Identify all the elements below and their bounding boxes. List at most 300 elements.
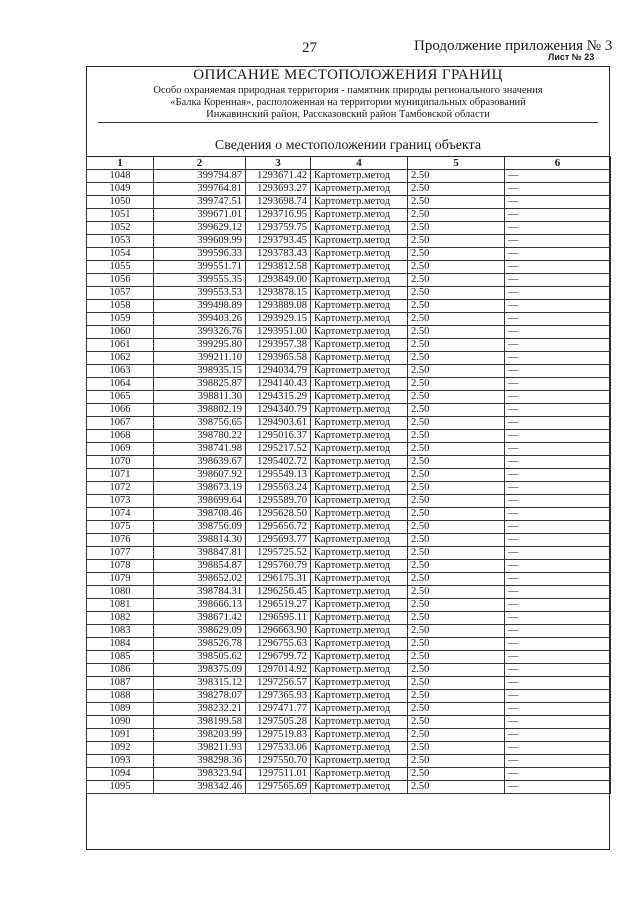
- table-row: [87, 781, 611, 794]
- point-number-cell: 1072: [87, 482, 154, 495]
- x-coordinate-cell: 398708.46: [154, 508, 246, 521]
- point-number-cell: 1090: [87, 716, 154, 729]
- description-cell: —: [505, 599, 611, 612]
- document-title: ОПИСАНИЕ МЕСТОПОЛОЖЕНИЯ ГРАНИЦ: [193, 67, 503, 83]
- x-coordinate-cell: 399747.51: [154, 196, 246, 209]
- description-cell: —: [505, 339, 611, 352]
- method-cell: Картометр.метод: [311, 365, 408, 378]
- y-coordinate-cell: 1296595.11: [246, 612, 311, 625]
- x-coordinate-cell: 399764.81: [154, 183, 246, 196]
- table-row: [87, 300, 611, 313]
- point-number-cell: 1087: [87, 677, 154, 690]
- x-coordinate-cell: 399403.26: [154, 313, 246, 326]
- accuracy-cell: 2.50: [408, 404, 505, 417]
- description-cell: —: [505, 768, 611, 781]
- accuracy-cell: 2.50: [408, 573, 505, 586]
- y-coordinate-cell: 1295760.79: [246, 560, 311, 573]
- table-row: [87, 755, 611, 768]
- point-number-cell: 1061: [87, 339, 154, 352]
- accuracy-cell: 2.50: [408, 170, 505, 183]
- table-row: [87, 339, 611, 352]
- method-cell: Картометр.метод: [311, 287, 408, 300]
- method-cell: Картометр.метод: [311, 235, 408, 248]
- method-cell: Картометр.метод: [311, 703, 408, 716]
- y-coordinate-cell: 1296519.27: [246, 599, 311, 612]
- method-cell: Картометр.метод: [311, 534, 408, 547]
- table-row: [87, 469, 611, 482]
- y-coordinate-cell: 1297511.01: [246, 768, 311, 781]
- accuracy-cell: 2.50: [408, 690, 505, 703]
- point-number-cell: 1095: [87, 781, 154, 794]
- table-header-row: [87, 157, 611, 170]
- accuracy-cell: 2.50: [408, 183, 505, 196]
- column-header: 4: [311, 157, 408, 170]
- point-number-cell: 1066: [87, 404, 154, 417]
- method-cell: Картометр.метод: [311, 638, 408, 651]
- y-coordinate-cell: 1293693.27: [246, 183, 311, 196]
- point-number-cell: 1053: [87, 235, 154, 248]
- table-row: [87, 547, 611, 560]
- point-number-cell: 1058: [87, 300, 154, 313]
- method-cell: Картометр.метод: [311, 677, 408, 690]
- method-cell: Картометр.метод: [311, 222, 408, 235]
- accuracy-cell: 2.50: [408, 222, 505, 235]
- y-coordinate-cell: 1295725.52: [246, 547, 311, 560]
- description-cell: —: [505, 443, 611, 456]
- accuracy-cell: 2.50: [408, 352, 505, 365]
- sheet-number: Лист № 23: [548, 52, 595, 62]
- point-number-cell: 1051: [87, 209, 154, 222]
- method-cell: Картометр.метод: [311, 755, 408, 768]
- table-row: [87, 326, 611, 339]
- description-cell: —: [505, 248, 611, 261]
- accuracy-cell: 2.50: [408, 287, 505, 300]
- table-row: [87, 508, 611, 521]
- accuracy-cell: 2.50: [408, 677, 505, 690]
- table-row: [87, 651, 611, 664]
- description-cell: —: [505, 638, 611, 651]
- y-coordinate-cell: 1296256.45: [246, 586, 311, 599]
- method-cell: Картометр.метод: [311, 443, 408, 456]
- x-coordinate-cell: 399794.87: [154, 170, 246, 183]
- method-cell: Картометр.метод: [311, 729, 408, 742]
- method-cell: Картометр.метод: [311, 508, 408, 521]
- accuracy-cell: 2.50: [408, 716, 505, 729]
- y-coordinate-cell: 1296799.72: [246, 651, 311, 664]
- method-cell: Картометр.метод: [311, 664, 408, 677]
- x-coordinate-cell: 398342.46: [154, 781, 246, 794]
- description-cell: —: [505, 729, 611, 742]
- x-coordinate-cell: 398699.64: [154, 495, 246, 508]
- x-coordinate-cell: 399326.76: [154, 326, 246, 339]
- accuracy-cell: 2.50: [408, 391, 505, 404]
- accuracy-cell: 2.50: [408, 378, 505, 391]
- y-coordinate-cell: 1293929.15: [246, 313, 311, 326]
- description-cell: —: [505, 183, 611, 196]
- y-coordinate-cell: 1297365.93: [246, 690, 311, 703]
- point-number-cell: 1092: [87, 742, 154, 755]
- x-coordinate-cell: 398639.67: [154, 456, 246, 469]
- point-number-cell: 1062: [87, 352, 154, 365]
- method-cell: Картометр.метод: [311, 625, 408, 638]
- y-coordinate-cell: 1295016.37: [246, 430, 311, 443]
- x-coordinate-cell: 398811.30: [154, 391, 246, 404]
- description-cell: —: [505, 755, 611, 768]
- method-cell: Картометр.метод: [311, 313, 408, 326]
- method-cell: Картометр.метод: [311, 352, 408, 365]
- column-header: 2: [154, 157, 246, 170]
- x-coordinate-cell: 398671.42: [154, 612, 246, 625]
- table-row: [87, 391, 611, 404]
- x-coordinate-cell: 398784.31: [154, 586, 246, 599]
- y-coordinate-cell: 1295628.50: [246, 508, 311, 521]
- description-cell: —: [505, 469, 611, 482]
- method-cell: Картометр.метод: [311, 742, 408, 755]
- description-cell: —: [505, 677, 611, 690]
- method-cell: Картометр.метод: [311, 768, 408, 781]
- table-row: [87, 586, 611, 599]
- description-cell: —: [505, 625, 611, 638]
- y-coordinate-cell: 1297256.57: [246, 677, 311, 690]
- table-row: [87, 443, 611, 456]
- accuracy-cell: 2.50: [408, 560, 505, 573]
- description-cell: —: [505, 547, 611, 560]
- y-coordinate-cell: 1293793.45: [246, 235, 311, 248]
- table-row: [87, 417, 611, 430]
- y-coordinate-cell: 1293671.42: [246, 170, 311, 183]
- table-row: [87, 534, 611, 547]
- accuracy-cell: 2.50: [408, 755, 505, 768]
- x-coordinate-cell: 398780.22: [154, 430, 246, 443]
- point-number-cell: 1077: [87, 547, 154, 560]
- table-row: [87, 365, 611, 378]
- accuracy-cell: 2.50: [408, 235, 505, 248]
- x-coordinate-cell: 398756.65: [154, 417, 246, 430]
- table-row: [87, 430, 611, 443]
- x-coordinate-cell: 398505.62: [154, 651, 246, 664]
- y-coordinate-cell: 1295656.72: [246, 521, 311, 534]
- method-cell: Картометр.метод: [311, 430, 408, 443]
- description-cell: —: [505, 703, 611, 716]
- x-coordinate-cell: 398802.19: [154, 404, 246, 417]
- x-coordinate-cell: 398315.12: [154, 677, 246, 690]
- description-cell: —: [505, 586, 611, 599]
- method-cell: Картометр.метод: [311, 573, 408, 586]
- table-row: [87, 638, 611, 651]
- x-coordinate-cell: 399629.12: [154, 222, 246, 235]
- x-coordinate-cell: 399553.53: [154, 287, 246, 300]
- x-coordinate-cell: 398199.58: [154, 716, 246, 729]
- accuracy-cell: 2.50: [408, 339, 505, 352]
- method-cell: Картометр.метод: [311, 196, 408, 209]
- accuracy-cell: 2.50: [408, 365, 505, 378]
- x-coordinate-cell: 398854.87: [154, 560, 246, 573]
- column-header: 5: [408, 157, 505, 170]
- table-row: [87, 729, 611, 742]
- y-coordinate-cell: 1295693.77: [246, 534, 311, 547]
- accuracy-cell: 2.50: [408, 664, 505, 677]
- table-row: [87, 612, 611, 625]
- table-row: [87, 482, 611, 495]
- point-number-cell: 1080: [87, 586, 154, 599]
- y-coordinate-cell: 1297519.83: [246, 729, 311, 742]
- point-number-cell: 1063: [87, 365, 154, 378]
- method-cell: Картометр.метод: [311, 274, 408, 287]
- description-cell: —: [505, 651, 611, 664]
- y-coordinate-cell: 1295402.72: [246, 456, 311, 469]
- description-cell: —: [505, 482, 611, 495]
- method-cell: Картометр.метод: [311, 300, 408, 313]
- y-coordinate-cell: 1293889.08: [246, 300, 311, 313]
- subtitle-line-3: Инжавинский район, Рассказовский район Тамбовской области: [206, 109, 490, 120]
- section-title: Сведения о местоположении границ объекта: [214, 138, 482, 153]
- point-number-cell: 1083: [87, 625, 154, 638]
- method-cell: Картометр.метод: [311, 599, 408, 612]
- point-number-cell: 1074: [87, 508, 154, 521]
- accuracy-cell: 2.50: [408, 612, 505, 625]
- point-number-cell: 1057: [87, 287, 154, 300]
- y-coordinate-cell: 1295589.70: [246, 495, 311, 508]
- description-cell: —: [505, 508, 611, 521]
- x-coordinate-cell: 398323.94: [154, 768, 246, 781]
- x-coordinate-cell: 398756.09: [154, 521, 246, 534]
- method-cell: Картометр.метод: [311, 469, 408, 482]
- accuracy-cell: 2.50: [408, 534, 505, 547]
- method-cell: Картометр.метод: [311, 495, 408, 508]
- point-number-cell: 1073: [87, 495, 154, 508]
- point-number-cell: 1093: [87, 755, 154, 768]
- x-coordinate-cell: 398607.92: [154, 469, 246, 482]
- y-coordinate-cell: 1297533.06: [246, 742, 311, 755]
- x-coordinate-cell: 398825.87: [154, 378, 246, 391]
- method-cell: Картометр.метод: [311, 612, 408, 625]
- subtitle-underline: [98, 122, 598, 123]
- y-coordinate-cell: 1297014.92: [246, 664, 311, 677]
- accuracy-cell: 2.50: [408, 261, 505, 274]
- point-number-cell: 1076: [87, 534, 154, 547]
- table-row: [87, 703, 611, 716]
- method-cell: Картометр.метод: [311, 248, 408, 261]
- table-row: [87, 209, 611, 222]
- point-number-cell: 1079: [87, 573, 154, 586]
- method-cell: Картометр.метод: [311, 690, 408, 703]
- point-number-cell: 1060: [87, 326, 154, 339]
- table-row: [87, 352, 611, 365]
- description-cell: —: [505, 456, 611, 469]
- x-coordinate-cell: 398232.21: [154, 703, 246, 716]
- point-number-cell: 1091: [87, 729, 154, 742]
- description-cell: —: [505, 391, 611, 404]
- y-coordinate-cell: 1293849.00: [246, 274, 311, 287]
- point-number-cell: 1065: [87, 391, 154, 404]
- point-number-cell: 1094: [87, 768, 154, 781]
- table-row: [87, 222, 611, 235]
- point-number-cell: 1089: [87, 703, 154, 716]
- x-coordinate-cell: 399671.01: [154, 209, 246, 222]
- accuracy-cell: 2.50: [408, 547, 505, 560]
- point-number-cell: 1070: [87, 456, 154, 469]
- description-cell: —: [505, 326, 611, 339]
- accuracy-cell: 2.50: [408, 703, 505, 716]
- point-number-cell: 1088: [87, 690, 154, 703]
- method-cell: Картометр.метод: [311, 261, 408, 274]
- table-row: [87, 404, 611, 417]
- method-cell: Картометр.метод: [311, 586, 408, 599]
- point-number-cell: 1086: [87, 664, 154, 677]
- accuracy-cell: 2.50: [408, 768, 505, 781]
- description-cell: —: [505, 287, 611, 300]
- point-number-cell: 1071: [87, 469, 154, 482]
- table-body: [87, 170, 611, 794]
- description-cell: —: [505, 664, 611, 677]
- accuracy-cell: 2.50: [408, 599, 505, 612]
- y-coordinate-cell: 1294903.61: [246, 417, 311, 430]
- x-coordinate-cell: 399596.33: [154, 248, 246, 261]
- y-coordinate-cell: 1294034.79: [246, 365, 311, 378]
- description-cell: —: [505, 196, 611, 209]
- point-number-cell: 1056: [87, 274, 154, 287]
- description-cell: —: [505, 170, 611, 183]
- description-cell: —: [505, 404, 611, 417]
- accuracy-cell: 2.50: [408, 638, 505, 651]
- y-coordinate-cell: 1296175.31: [246, 573, 311, 586]
- y-coordinate-cell: 1297550.70: [246, 755, 311, 768]
- accuracy-cell: 2.50: [408, 521, 505, 534]
- accuracy-cell: 2.50: [408, 729, 505, 742]
- table-row: [87, 625, 611, 638]
- description-cell: —: [505, 521, 611, 534]
- accuracy-cell: 2.50: [408, 508, 505, 521]
- description-cell: —: [505, 378, 611, 391]
- y-coordinate-cell: 1293965.58: [246, 352, 311, 365]
- table-row: [87, 378, 611, 391]
- x-coordinate-cell: 398741.98: [154, 443, 246, 456]
- method-cell: Картометр.метод: [311, 170, 408, 183]
- accuracy-cell: 2.50: [408, 196, 505, 209]
- x-coordinate-cell: 399498.89: [154, 300, 246, 313]
- description-cell: —: [505, 612, 611, 625]
- x-coordinate-cell: 398652.02: [154, 573, 246, 586]
- x-coordinate-cell: 398673.19: [154, 482, 246, 495]
- table-row: [87, 677, 611, 690]
- description-cell: —: [505, 365, 611, 378]
- description-cell: —: [505, 274, 611, 287]
- table-row: [87, 456, 611, 469]
- method-cell: Картометр.метод: [311, 482, 408, 495]
- y-coordinate-cell: 1294315.29: [246, 391, 311, 404]
- continuation-label: Продолжение приложения № 3: [414, 38, 613, 54]
- y-coordinate-cell: 1293951.00: [246, 326, 311, 339]
- method-cell: Картометр.метод: [311, 521, 408, 534]
- table-row: [87, 690, 611, 703]
- description-cell: —: [505, 261, 611, 274]
- description-cell: —: [505, 534, 611, 547]
- subtitle-line-2: «Балка Коренная», расположенная на территории муниципальных образований: [170, 97, 526, 108]
- description-cell: —: [505, 313, 611, 326]
- x-coordinate-cell: 398814.30: [154, 534, 246, 547]
- method-cell: Картометр.метод: [311, 339, 408, 352]
- accuracy-cell: 2.50: [408, 625, 505, 638]
- table-row: [87, 560, 611, 573]
- table-row: [87, 599, 611, 612]
- x-coordinate-cell: 398847.81: [154, 547, 246, 560]
- page-number: 27: [302, 40, 317, 56]
- description-cell: —: [505, 781, 611, 794]
- table-row: [87, 495, 611, 508]
- description-cell: —: [505, 716, 611, 729]
- x-coordinate-cell: 399295.80: [154, 339, 246, 352]
- column-header: 3: [246, 157, 311, 170]
- x-coordinate-cell: 398375.09: [154, 664, 246, 677]
- table-row: [87, 768, 611, 781]
- y-coordinate-cell: 1293698.74: [246, 196, 311, 209]
- table-row: [87, 183, 611, 196]
- point-number-cell: 1085: [87, 651, 154, 664]
- method-cell: Картометр.метод: [311, 417, 408, 430]
- accuracy-cell: 2.50: [408, 417, 505, 430]
- table-row: [87, 742, 611, 755]
- point-number-cell: 1075: [87, 521, 154, 534]
- x-coordinate-cell: 399211.10: [154, 352, 246, 365]
- x-coordinate-cell: 399609.99: [154, 235, 246, 248]
- y-coordinate-cell: 1293957.38: [246, 339, 311, 352]
- accuracy-cell: 2.50: [408, 430, 505, 443]
- x-coordinate-cell: 398203.99: [154, 729, 246, 742]
- description-cell: —: [505, 417, 611, 430]
- y-coordinate-cell: 1293812.58: [246, 261, 311, 274]
- x-coordinate-cell: 398666.13: [154, 599, 246, 612]
- point-number-cell: 1064: [87, 378, 154, 391]
- point-number-cell: 1069: [87, 443, 154, 456]
- y-coordinate-cell: 1295217.52: [246, 443, 311, 456]
- method-cell: Картометр.метод: [311, 209, 408, 222]
- y-coordinate-cell: 1293716.95: [246, 209, 311, 222]
- point-number-cell: 1059: [87, 313, 154, 326]
- table-row: [87, 274, 611, 287]
- point-number-cell: 1084: [87, 638, 154, 651]
- point-number-cell: 1050: [87, 196, 154, 209]
- point-number-cell: 1055: [87, 261, 154, 274]
- table-row: [87, 170, 611, 183]
- x-coordinate-cell: 398935.15: [154, 365, 246, 378]
- point-number-cell: 1082: [87, 612, 154, 625]
- method-cell: Картометр.метод: [311, 378, 408, 391]
- description-cell: —: [505, 495, 611, 508]
- method-cell: Картометр.метод: [311, 404, 408, 417]
- accuracy-cell: 2.50: [408, 248, 505, 261]
- table-row: [87, 313, 611, 326]
- x-coordinate-cell: 398629.09: [154, 625, 246, 638]
- point-number-cell: 1068: [87, 430, 154, 443]
- point-number-cell: 1054: [87, 248, 154, 261]
- point-number-cell: 1049: [87, 183, 154, 196]
- point-number-cell: 1048: [87, 170, 154, 183]
- method-cell: Картометр.метод: [311, 716, 408, 729]
- table-row: [87, 521, 611, 534]
- description-cell: —: [505, 222, 611, 235]
- y-coordinate-cell: 1294140.43: [246, 378, 311, 391]
- description-cell: —: [505, 742, 611, 755]
- y-coordinate-cell: 1295549.13: [246, 469, 311, 482]
- accuracy-cell: 2.50: [408, 300, 505, 313]
- y-coordinate-cell: 1296755.63: [246, 638, 311, 651]
- accuracy-cell: 2.50: [408, 651, 505, 664]
- x-coordinate-cell: 398526.78: [154, 638, 246, 651]
- accuracy-cell: 2.50: [408, 482, 505, 495]
- accuracy-cell: 2.50: [408, 326, 505, 339]
- y-coordinate-cell: 1297565.69: [246, 781, 311, 794]
- description-cell: —: [505, 352, 611, 365]
